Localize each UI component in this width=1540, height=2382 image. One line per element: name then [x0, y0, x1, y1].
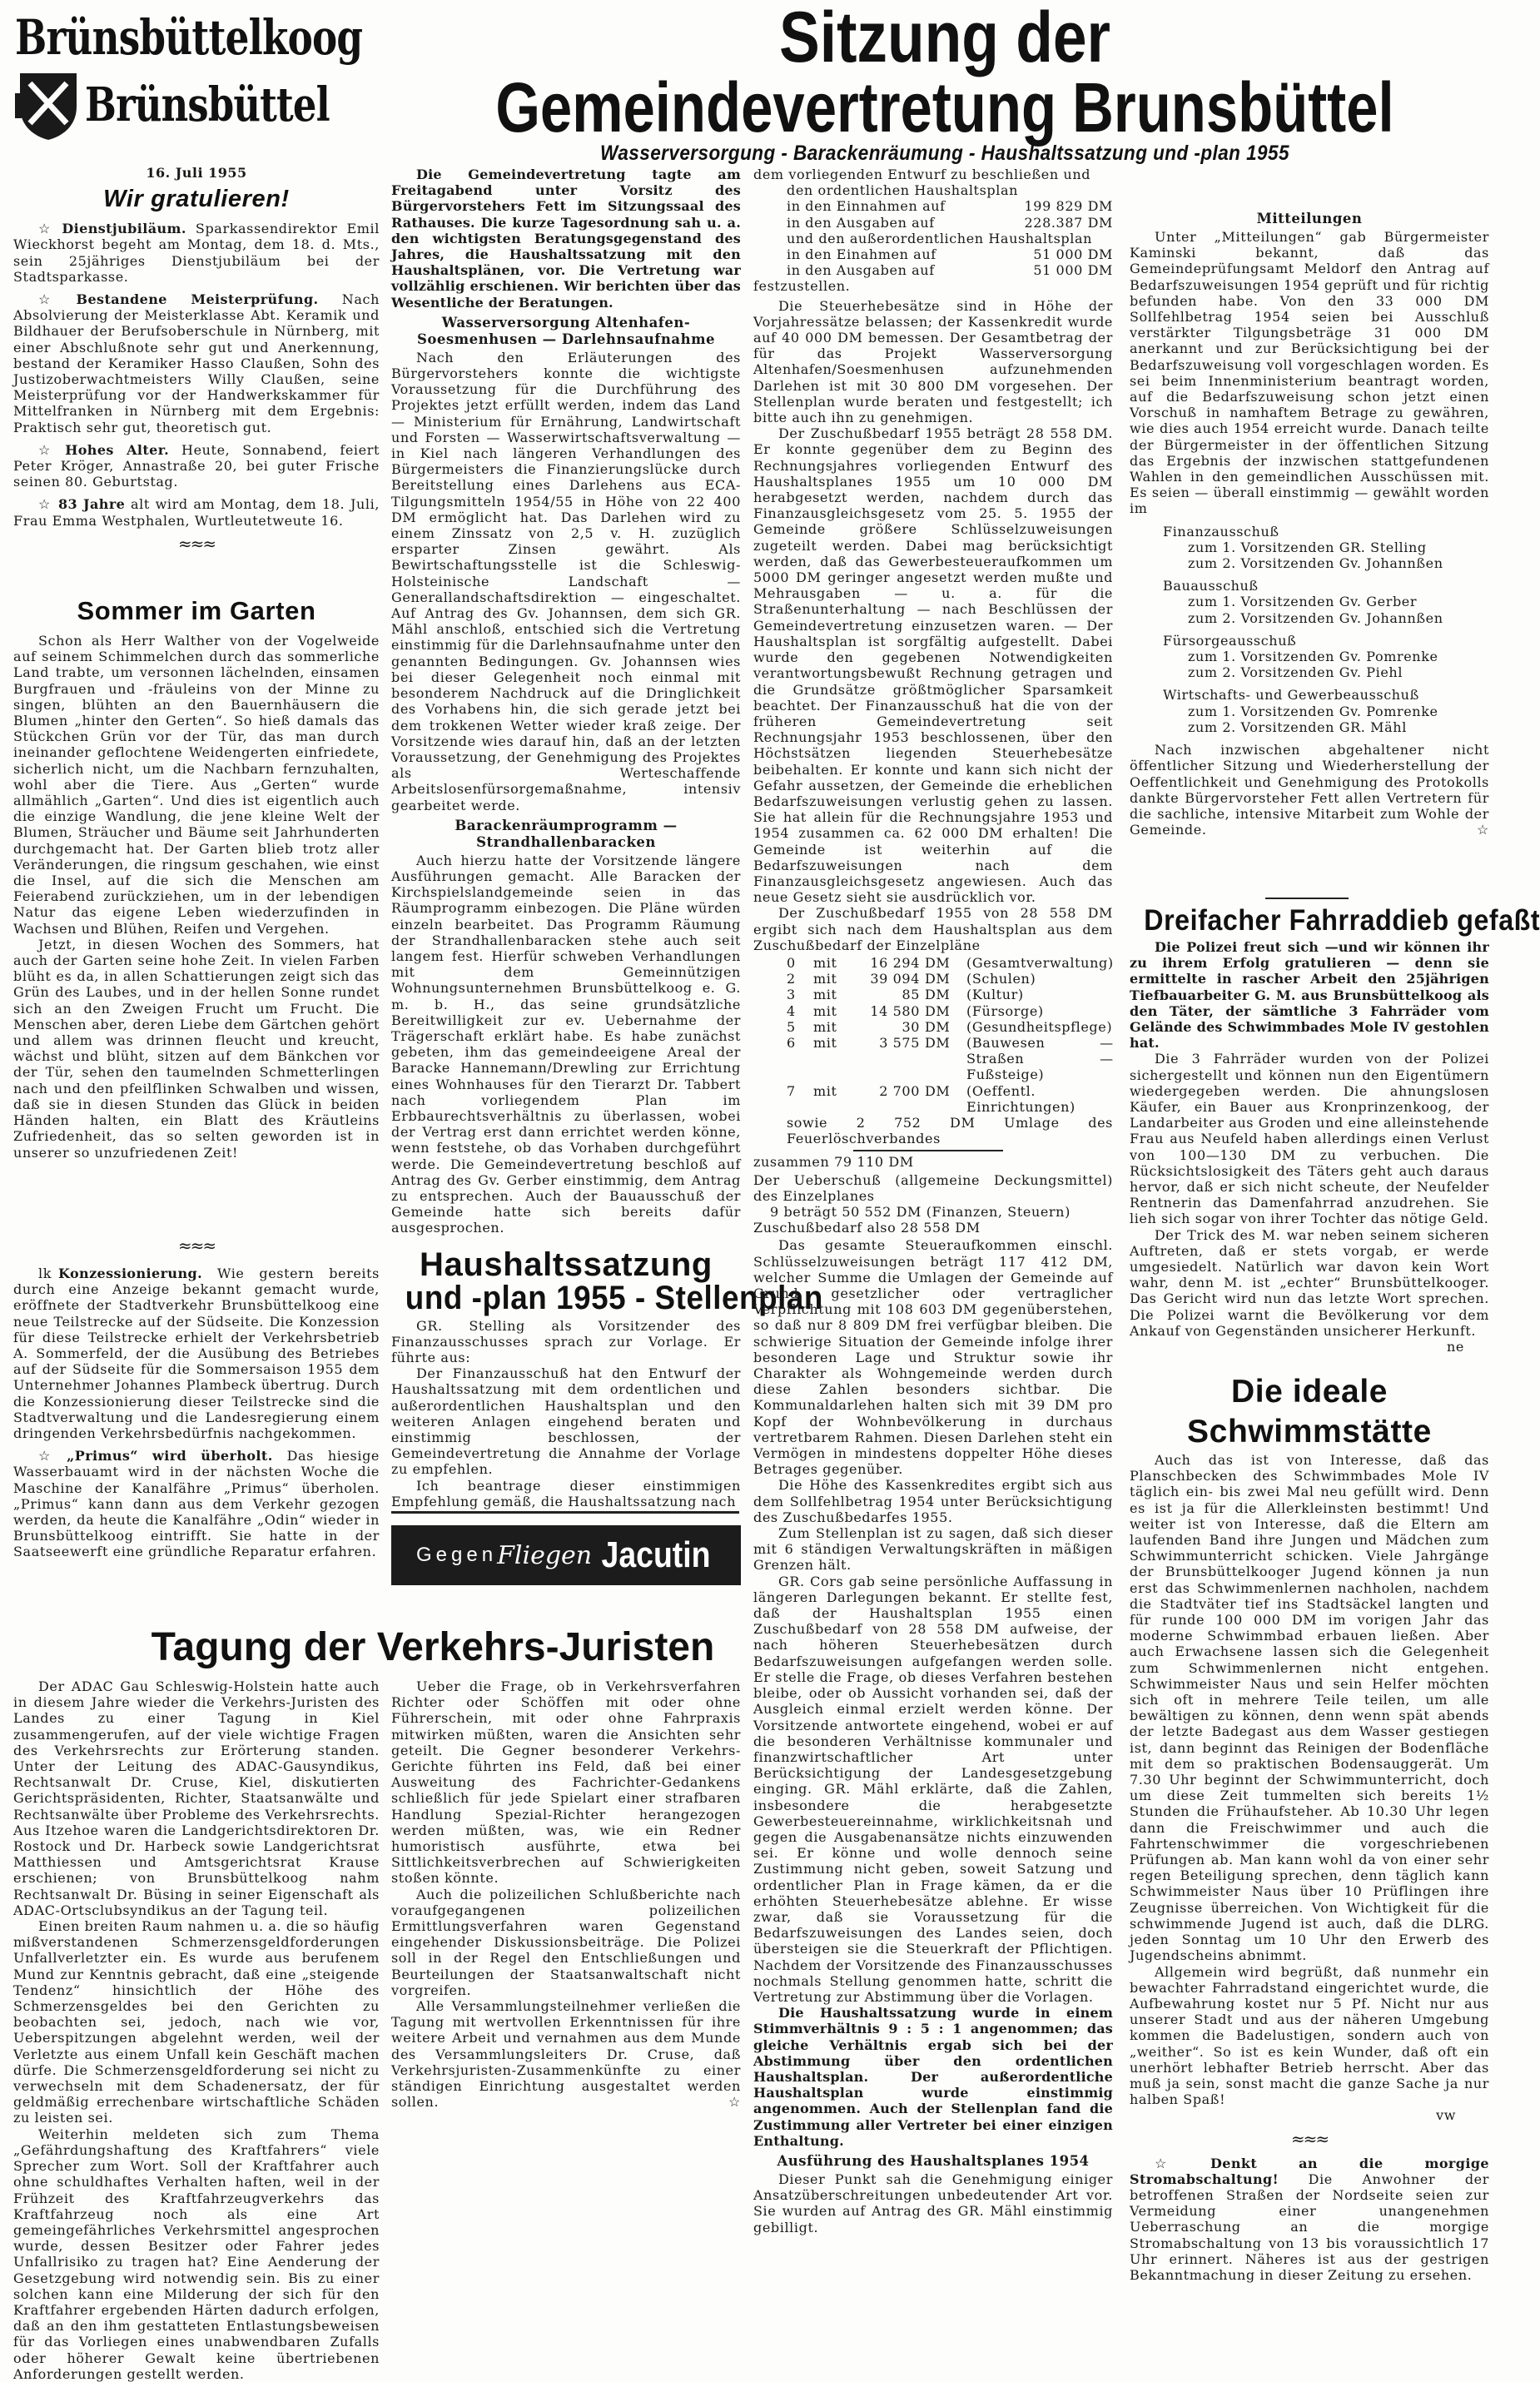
- einzelplan-mit: mit: [813, 1002, 837, 1019]
- committee-member: zum 1. Vorsitzenden Gv. Pomrenke: [1188, 703, 1438, 719]
- einzelplan-unit: DM: [925, 1002, 951, 1019]
- committee-name: Fürsorgeausschuß: [1163, 632, 1297, 649]
- paragraph: Weiterhin meldeten sich zum Thema „Gefährdungshaftung des Kraftfahrers“ viele Sprecher zum Wort. Soll der Kraftfahrer auch ohne schuldhaftes Verhalten haften, weil in der Frühzeit des Kraftfahrzeugverkehrs das Kraftfahrzeug noch als eine Art gemeingefährliches Verkehrsmittel angesprochen wurde, dessen Besitzer oder Fahrer jedes Unfallrisiko zu tragen hat? Eine Aenderung der Gesetzgebung wird notwendig sein. Bis zu einer solchen kann eine Milderung der sich für den Kraftfahrer ergebenden Härten dadurch erfolgen, daß an den ihm gestatteten Entlastungsbeweisen für das Vorliegen eines unabwendbaren Zufalls oder höherer Gewalt keine übertriebenen Anforderungen gestellt werden.: [13, 2126, 380, 2382]
- committee: [1130, 524, 1489, 572]
- schwimmstaette-title: Die ideale Schwimmstätte: [1187, 1374, 1432, 1450]
- tagung-col1: [13, 1678, 380, 2382]
- paragraph: Nach den Erläuterungen des Bürgervorstehers konnte die wichtigste Voraussetzung für die Durchführung des Projektes jetzt erfüllt werden, indem das Land — Ministerium für Ernährung, Landwirtschaft und Forsten — Wasserwirtschaftsverwaltung — in Kiel nach längeren Verhandlungen des Bürgermeisters die Finanzierungslücke durch Bereitstellung eines Darlehens aus ECA-Tilgungsmitteln 1954/55 in Höhe von 22 400 DM ermöglicht hat. Das Darlehen wird zu einem Zinssatz von 2,5 v. H. zuzüglich ersparter Zinsen gewährt. Als Bewirtschaftungsstelle ist die Schleswig-Holsteinische Landschaft — Generallandschaftsdirektion — eingeschaltet. Auf Antrag des Gv. Johannsen, dem sich GR. Mähl anschloß, entschied sich die Vertretung einstimmig für die Darlehnsaufnahme unter den genannten Bedingungen. Gv. Johannsen wies bei dieser Gelegenheit noch einmal mit besonderem Nachdruck auf die Dringlichkeit des Vorhabens hin, die sich gerade jetzt bei dem trokkenen Wetter wieder kraß zeige. Der Vorsitzende wies darauf hin, daß an der letzten Voraussetzung, der Genehmigung des Projektes als Werteschaffende Arbeitslosenfürsorgemaßnahme, intensiv gearbeitet werde.: [391, 349, 741, 813]
- section-heading: Wasserversorgung Altenhafen-Soesmenhusen — Darlehnsaufnahme: [416, 314, 716, 347]
- sum-rule: [853, 1150, 1003, 1151]
- einzelplan-nr: 7: [787, 1082, 796, 1099]
- paragraph: Die Steuerhebesätze sind in Höhe der Vorjahressätze belassen; der Kassenkredit wurde auf 40 000 DM bemessen. Der Gesamtbetrag der für das Projekt Wasserversorgung Altenhafen/Soesmenhusen aufzunehmenden Darlehen ist mit 30 800 DM vorgesehen. Der Stellenplan wurde beraten und festgestellt; ich bitte auch ihn zu genehmigen.: [753, 297, 1113, 426]
- news-item: ☆ „Primus“ wird überholt. Das hiesige Wasserbauamt wird in der nächsten Woche die Maschine der Kanalfähre „Primus“ überholen. „Primus“ kann dann aus dem Verkehr gezogen werden, da heute die Kanalfähre „Odin“ wieder in Brunsbüttelkoog eintrifft. Sie hatte in der Saatseewerft eine gründliche Reparatur erfahren.: [13, 1448, 380, 1560]
- article-intro: Die Gemeindevertretung tagte am Freitagabend unter Vorsitz des Bürgervorstehers Fett im Sitzungssaal des Rathauses. Die kurze Tagesordnung sah u. a. den wichtigsten Beratungsgegenstand des Jahres, die Haushaltssatzung mit den Haushaltsplänen, vor. Die Vertretung war vollzählig erschienen. Wir berichten über das Wesentliche der Beratungen.: [391, 167, 741, 311]
- einzelplan-mit: mit: [813, 1082, 837, 1099]
- sommer-article: [13, 593, 380, 1161]
- paragraph: Der Finanzausschuß hat den Entwurf der Haushaltssatzung mit dem ordentlichen und außerordentlichen Haushaltsplan und den weiteren Anlagen eingehend beraten und einstimmig beschlossen, der Gemeindevertretung die Annahme der Vorlage zu empfehlen.: [391, 1365, 741, 1478]
- schwimmstaette-article: [1130, 1372, 1489, 2283]
- committee-member: zum 1. Vorsitzenden Gv. Gerber: [1188, 594, 1418, 610]
- coat-of-arms-icon: [15, 68, 82, 142]
- section-heading: Ausführung des Haushaltsplanes 1954: [777, 2152, 1090, 2169]
- einzelplan-unit: DM: [925, 987, 951, 1003]
- star-icon: ☆: [728, 2094, 741, 2111]
- einzelplan-mit: mit: [813, 954, 837, 971]
- paragraph: Auch die polizeilichen Schlußberichte nach voraufgegangenen polizeilichen Ermittlungsverfahren waren Gegenstand eingehender Diskussionsbeiträge. Die Polizei soll in der Regel den Entschließungen und Beurteilungen der Staatsanwaltschaft nicht vorgreifen.: [391, 1886, 741, 1998]
- einzelplan-desc: (Bauwesen — Straßen — Fußsteige): [966, 1034, 1114, 1083]
- einzelplan-nr: 3: [787, 987, 796, 1003]
- paragraph: GR. Stelling als Vorsitzender des Finanzausschusses sprach zur Vorlage. Er führte aus:: [391, 1317, 741, 1365]
- paragraph: Jetzt, in diesen Wochen des Sommers, hat auch der Garten seine hohe Zeit. In vielen Farben blüht es da, in allen Schattierungen zeigt sich das Grün des Laubes, und in der hellen Sonne rundet sich an den Zweigen Frucht um Frucht. Die Menschen aber, deren Liebe dem Gärtchen gehört und allem was drinnen fleucht und kreucht, wächst und blüht, sitzen auf dem Bänkchen vor der Tür, sehen den taumelnden Schmetterlingen nach und den pfeilflinken Schwalben und wissen, daß sie in diesen Stunden das Glück in beiden Händen halten, ein Blatt des Kräutleins Zufriedenheit, das so selten geworden ist in unserer so unzufriedenen Zeit!: [13, 936, 380, 1161]
- star-icon: ☆: [38, 291, 70, 308]
- paragraph: Der Zuschußbedarf 1955 von 28 558 DM ergibt sich nach dem Haushaltsplan aus dem Zuschußbedarf der Einzelpläne: [753, 905, 1113, 953]
- tagung-col2: [391, 1678, 741, 2110]
- committee-member: zum 2. Vorsitzenden Gv. Johannßen: [1188, 609, 1443, 626]
- town-logo: [15, 10, 373, 142]
- einzelplan-desc: (Fürsorge): [966, 1002, 1044, 1019]
- einzelplan-amount: 2 700: [879, 1082, 920, 1099]
- committee: [1130, 687, 1489, 735]
- ad-script: Fliegen: [497, 1540, 593, 1570]
- news-item: ☆ Denkt an die morgige Stromabschaltung! Die Anwohner der betroffenen Straßen der Nordseite seien zur Vermeidung einer unangenehmen Ueberraschung an die morgige Stromabschaltung von 13 bis voraussichtlich 17 Uhr erinnert. Näheres ist aus der gestrigen Bekanntmachung in dieser Zeitung zu ersehen.: [1130, 2155, 1489, 2283]
- einzelplan-desc: (Kultur): [966, 987, 1024, 1003]
- paragraph: GR. Cors gab seine persönliche Auffassung in längeren Darlegungen bekannt. Er stellte fest, daß der Haushaltsplan 1955 einen Zuschußbedarf von 28 558 DM aufweise, der nach höheren Steuerhebesätzen durch Bedarfszuweisungen aufgefangen werden solle. Er stelle die Frage, ob dieses Verfahren bestehen bleibe, oder ob Aussicht vorhanden sei, daß der Ausgleich einmal erzielt werden könne. Der Vorsitzende antwortete eingehend, wobei er auf die besonderen Verhältnisse kommunaler und finanzwirtschaftlicher Art unter Berücksichtigung der Landesgesetzgebung einging. GR. Mähl erklärte, daß die Zahlen, insbesondere die herabgesetzte Gewerbesteuereinnahme, wirklichkeitsnah und gegen die Ausgabenansätze nichts einzuwenden sei. Er könne und wolle dennoch seine Zustimmung nicht geben, soweit Satzung und ordentlicher Plan in Frage kämen, da er die erhöhten Steuerhebesätze ablehne. Er wisse zwar, daß sie Voraussetzung für die Bedarfszuweisungen des Landes seien, doch übersteigen sie die Steuerkraft der Pflichtigen. Nachdem der Vorsitzende des Finanzausschusses nochmals Stellung genommen hatte, schritt die Vertretung zur Abstimmung über die Vorlagen.: [753, 1573, 1113, 2005]
- page-headline: [391, 0, 1498, 165]
- einzelplan-unit: DM: [925, 1034, 951, 1051]
- einzelplan-nr: 4: [787, 1002, 796, 1019]
- einzelplan-amount: 39 094: [870, 971, 920, 987]
- einzelplan-nr: 5: [787, 1018, 796, 1035]
- ad-prefix: Gegen: [416, 1544, 498, 1566]
- local-news: [13, 1237, 380, 1560]
- einzelplan-mit: mit: [813, 1034, 837, 1051]
- article-lead: Die Polizei freut sich —und wir können ihr zu ihrem Erfolg gratulieren — denn sie ermittelte in rascher Arbeit den 25jährigen Tiefbauarbeiter G. M. aus Brunsbüttelkoog als den Täter, der sämtliche 3 Fahrräder vom Gelände des Schwimmbades Mole IV gestohlen hat.: [1130, 939, 1489, 1052]
- section-divider: ≈≈≈: [1290, 2128, 1329, 2149]
- committee-member: zum 2. Vorsitzenden GR. Mähl: [1188, 719, 1407, 735]
- paragraph: Das gesamte Steueraufkommen einschl. Schlüsselzuweisungen beträgt 117 412 DM, welcher Summe die Umlagen der Gemeinde auf Grund gesetzlicher oder vertraglicher Verpflichtung mit 108 603 DM gegenüberstehen, so daß nur 8 809 DM frei verfügbar bleiben. Die schwierige Situation der Gemeinde infolge ihrer besonderen Lage und Struktur sowie ihr Charakter als Wohngemeinde werden durch diese Zahlen besonders sichtbar. Die Kommunaldarlehen halten sich mit 39 DM pro Kopf der Wohnbevölkerung in durchaus vertretbarem Rahmen. Diesen Darlehen steht ein Vermögen in mindestens doppelter Höhe dieses Betrages gegenüber.: [753, 1237, 1113, 1478]
- einzelplan-unit: DM: [925, 1082, 951, 1099]
- committee-member: zum 2. Vorsitzenden Gv. Johannßen: [1188, 555, 1443, 572]
- einzelplan-mit: mit: [813, 1018, 837, 1035]
- einzelplan-amount: 16 294: [870, 954, 920, 971]
- star-icon: ☆: [38, 221, 56, 237]
- committee-name: Wirtschafts- und Gewerbeausschuß: [1163, 687, 1419, 704]
- einzelplan-desc: (Schulen): [966, 971, 1036, 987]
- committee-list: [1130, 524, 1489, 735]
- author-initials: vw: [1436, 2107, 1456, 2124]
- paragraph: Nach inzwischen abgehaltener nicht öffentlicher Sitzung und Wiederherstellung der Oeffentlichkeit und Genehmigung des Protokolls dankte Bürgervorsteher Fett allen Vertretern für die sachliche, intensive Mitarbeit zum Wohle der Gemeinde. ☆: [1130, 742, 1489, 838]
- committee-name: Bauausschuß: [1163, 578, 1259, 594]
- committee-member: zum 2. Vorsitzenden Gv. Piehl: [1188, 664, 1403, 681]
- committee: [1130, 578, 1489, 626]
- einzelplan-desc: (Gesundheitspflege): [966, 1018, 1113, 1035]
- paragraph: Auch das ist von Interesse, daß das Planschbecken des Schwimmbades Mole IV täglich ein- bis zwei Mal neu gefüllt wird. Denn es ist ja für die Allerkleinsten bestimmt! Und weiter ist von Interesse, daß die Eltern am laufenden Band ihre Jungen und Mädchen zum Schwimmunterricht schicken. Viele Jahrgänge der Brunsbüttelkooger Jugend können ja nun erst das Schwimmenlernen nachholen, nachdem die Stadtväter tief ins Stadtsäckel langten und für runde 100 000 DM im vorigen Jahr das moderne Schwimmbad erbauen ließen. Aber auch Erwachsene lassen sich die Gelegenheit zum Schwimmenlernen nicht entgehen. Schwimmeister Naus und sein Helfer möchten sich oft in mehrere Teile teilen, um alle bewältigen zu können, denn wenn spät abends der letzte Badegast aus dem Wasser gestiegen ist, dann beginnt das Reinigen der Bodenfläche mit dem so praktischen Bodensauggerät. Um 7.30 Uhr beginnt der Schwimmunterricht, doch um diese Zeit tummelten sich bereits 1½ Stunden die Frühaufsteher. Ab 10.30 Uhr legen dann die Freischwimmer und auch die Fahrtenschwimmer die vorgeschriebenen Prüfungen ab. Man kann wohl da von einer sehr regen Beteiligung sprechen, denn täglich kann Schwimmeister Naus über 10 Prüflingen ihre Zeugnisse überreichen. Von Wichtigkeit für die schwimmende Jugend ist auch, daß die DLRG. jeden Sonntag um 10 Uhr den Erwerb des Jugendscheins abnimmt.: [1130, 1452, 1489, 1964]
- gratulieren-section: [13, 165, 380, 559]
- sitzung-article-col4: [1130, 206, 1489, 838]
- sitzung-article-col2: [391, 167, 823, 1509]
- sommer-title: Sommer im Garten: [77, 596, 316, 625]
- paragraph: Zum Stellenplan ist zu sagen, daß sich dieser mit 6 ständigen Verwaltungskräften in mäßigen Grenzen hält.: [753, 1525, 1113, 1574]
- paragraph: Dieser Punkt sah die Genehmigung einiger Ansatzüberschreitungen unbedeutender Art vor. Sie wurden auf Antrag des GR. Mähl einstimmig gebilligt.: [753, 2171, 1113, 2235]
- paragraph: Der Zuschußbedarf 1955 beträgt 28 558 DM. Er konnte gegenüber dem zu Beginn des Rechnungsjahres vorliegenden Entwurf des Haushaltsplanes 1955 um 10 000 DM herabgesetzt werden, nachdem durch das Finanzausgleichsgesetz vom 25. 5. 1955 der Gemeinde größere Schlüsselzuweisungen zugeteilt werden. Dabei mag berücksichtigt werden, daß das Gewerbesteueraufkommen um 5000 DM geringer angesetzt werden mußte und Mehrausgaben — u. a. für die Straßenunterhaltung — nach Beschlüssen der Gemeindevertretung einzusetzen waren. — Der Haushaltsplan ist sorgfältig aufgestellt. Dabei wurde den gegebenen Notwendigkeiten verantwortungsbewußt Rechnung getragen und die Grundsätze größtmöglicher Sparsamkeit beachtet. Der Finanzausschuß hat die von der früheren Gemeindevertretung seit Rechnungsjahr 1953 beschlossenen, über den Höchstsätzen liegenden Steuerhebesätze beibehalten. Er konnte und kann sich nicht der Gefahr aussetzen, der Gemeinde die erheblichen Bedarfszuweisungen verlustig gehen zu lassen. Sie hat allein für die Rechnungsjahre 1953 und 1954 zusammen ca. 62 000 DM erhalten! Die Gemeinde ist weiterhin auf die Bedarfszuweisungen nach dem Finanzausgleichsgesetz angewiesen. Auch das neue Gesetz sieht sie ausdrücklich vor.: [753, 425, 1113, 906]
- einzelplan-nr: 6: [787, 1034, 796, 1051]
- star-icon: ☆: [38, 441, 59, 458]
- logo-line-2: Brünsbüttel: [85, 77, 330, 132]
- einzelplan-amount: 30: [902, 1018, 920, 1035]
- gratulation-item: ☆ Bestandene Meisterprüfung. Nach Absolvierung der Meisterklasse Abt. Keramik und Bildhauer der Berufsoberschule in Nürnberg, mit einer Abschlußnote sehr gut und Anerkennung, bestand der Keramiker Hasso Claußen, Sohn des Justizoberwachtmeisters Willy Claußen, seine Meisterprüfung vor der Handwerkskammer für Mittelfranken in Nürnberg mit dem Ergebnis: Praktisch sehr gut, theoretisch gut.: [13, 291, 380, 435]
- gratulation-item: ☆ Hohes Alter. Heute, Sonnabend, feiert Peter Kröger, Annastraße 20, bei guter Frische seinen 80. Geburtstag.: [13, 441, 380, 490]
- einzelplan-nr: 0: [787, 954, 796, 971]
- einzelplan-desc: (Gesamtverwaltung): [966, 954, 1114, 971]
- section-heading: Mitteilungen: [1256, 211, 1363, 226]
- paragraph: Allgemein wird begrüßt, daß nunmehr ein bewachter Fahrradstand eingerichtet wurde, die Aufbewahrung kostet nur 5 Pf. Nicht nur aus unserer Stadt und aus der näheren Umgebung kommen die Badelustigen, sondern auch von „weither“. So ist es kein Wunder, daß oft ein unerhört lebhafter Betrieb herrscht. Aber das muß ja sein, sonst macht die ganze Sache ja nur halben Spaß!: [1130, 1963, 1489, 2108]
- einzelplan-amount: 85: [902, 987, 920, 1003]
- headline-line-2: Gemeindevertretung Brunsbüttel: [495, 68, 1394, 147]
- star-icon: ☆: [1477, 822, 1489, 838]
- einzelplan-amount: 14 580: [870, 1002, 920, 1019]
- gratulieren-title: Wir gratulieren!: [103, 186, 290, 213]
- paragraph: Ich beantrage dieser einstimmigen Empfehlung gemäß, die Haushaltssatzung nach: [391, 1477, 741, 1509]
- paragraph: Unter „Mitteilungen“ gab Bürgermeister Kaminski bekannt, daß das Gemeindeprüfungsamt Meldorf den Antrag auf Bedarfszuweisungen 1954 geprüft und für richtig befunden habe. Von den 33 000 DM Sollfehlbetrag 1954 seien bei Ausschluß verstärkter Tilgungsbeträge 31 000 DM anerkannt und zur Berücksichtigung bei der Bedarfszuweisung voll vorgeschlagen worden. Es sei beim Innenministerium beantragt worden, auf die Bedarfszuweisung schon jetzt einen Vorschuß in namhaftem Betrage zu gewähren, wie dies auch 1954 erreicht wurde. Danach teilte der Bürgermeister in der öffentlichen Sitzung das Ergebnis der inzwischen stattgefundenen Wahlen in den gemeindlichen Ausschüssen mit. Es seien — überall einstimmig — gewählt worden im: [1130, 229, 1489, 517]
- tagung-title: Tagung der Verkehrs-Juristen: [151, 1625, 715, 1669]
- einzelplan-desc: (Oeffentl. Einrichtungen): [966, 1082, 1076, 1115]
- gratulation-item: ☆ Dienstjubiläum. Sparkassendirektor Emil Wieckhorst begeht am Montag, dem 18. d. Mts., sein 25jähriges Dienstjubiläum bei der Stadtsparkasse.: [13, 221, 380, 285]
- paragraph: Die Haushaltssatzung wurde in einem Stimmverhältnis 9 : 5 : 1 angenommen; das gleiche Verhältnis ergab sich bei der Abstimmung über den ordentlichen Haushaltsplan. Der außerordentliche Haushaltsplan wurde einstimmig angenommen. Auch der Stellenplan fand die Zustimmung aller Vertreter bei einer einzigen Enthaltung.: [753, 2005, 1113, 2149]
- ad-brand: Jacutin: [601, 1534, 711, 1575]
- haushalt-heading: Haushaltssatzung und -plan 1955 - Stellenplan: [405, 1246, 823, 1316]
- paragraph: Schon als Herr Walther von der Vogelweide auf seinem Schimmelchen durch das sommerliche Land trabte, um versonnen lächelnden, einsamen Burgfrauen und -fräuleins von der Minne zu singen, blühten an den Bauernhäusern die Blumen „hinter den Gerten“. So hieß damals das Stückchen Grün vor der Tür, das man durch ineinander geflochtene Weidengerten einfriedete, sicherlich nicht, um die Nachbarn fernzuhalten, wohl aber die Tiere. Aus „Gerten“ wurde allmählich „Garten“. Und dies ist eigentlich auch die einzige Wandlung, die jene kleine Welt der Blumen, Sträucher und Bäume seit Jahrhunderten durchgemacht hat. Der Garten blieb trotz aller Veränderungen, die ringsum geschahen, wie einst die Insel, auf die sich die Menschen am Feierabend zurückziehen, um in der lebendigen Natur das eigene Leben wiederzufinden in Wachsen und Blühen, Reifen und Vergehen.: [13, 633, 380, 937]
- sitzung-article-col3: dem vorliegenden Entwurf zu beschließen und den ordentlichen Haushaltsplan in den Einnahmen auf 199 829 DM in den Ausgaben auf 228.387 DM und den außerordentlichen Haushaltsplan in den Einahmen auf 51 000 DM in den Ausgaben auf 51 000 DM festzustellen. Die Steuerhebesätze sind in Höhe der Vorjahressätze belassen; der Kassenkredit wurde auf 40 000 DM bemessen. Der Gesamtbetrag der für das Projekt Wasserversorgung Altenhafen/Soesmenhusen aufzunehmenden Darlehen ist mit 30 800 DM vorgesehen. Der Stellenplan wurde beraten und festgestellt; ich bitte auch ihn zu genehmigen. Der Zuschußbedarf 1955 beträgt 28 558 DM. Er konnte gegenüber dem zu Beginn des Rechnungsjahres vorliegenden Entwurf des Haushaltsplanes 1955 um 10 000 DM herabgesetzt werden, nachdem durch das Finanzausgleichsgesetz vom 25. 5. 1955 der Gemeinde größere Schlüsselzuweisungen zugeteilt werden. Dabei mag berücksichtigt werden, daß das Gewerbesteueraufkommen um 5000 DM geringer angesetzt werden mußte und Mehrausgaben — u. a. für die Straßenunterhaltung — nach Beschlüssen der Gemeindevertretung einzusetzen waren. — Der Haushaltsplan ist sorgfältig aufgestellt. Dabei wurde den gegebenen Notwendigkeiten verantwortungsbewußt Rechnung getragen und die Grundsätze größtmöglicher Sparsamkeit beachtet. Der Finanzausschuß hat die von der früheren Gemeindevertretung seit Rechnungsjahr 1953 beschlossenen, über den Höchstsätzen liegenden Steuerhebesätze beibehalten. Er konnte und kann sich nicht der Gefahr aussetzen, der Gemeinde die erheblichen Bedarfszuweisungen verlustig gehen zu lassen. Sie hat allein für die Rechnungsjahre 1953 und 1954 zusammen ca. 62 000 DM erhalten! Die Gemeinde ist weiterhin auf die Bedarfszuweisungen nach dem Finanzausgleichsgesetz angewiesen. Auch das neue Gesetz sieht sie ausdrücklich vor. Der Zuschußbedarf 1955 von 28 558 DM ergibt sich nach dem Haushaltsplan aus dem Zuschußbedarf der Einzelpläne 0 mit 16 294 DM (Gesamtverwaltung) 2 mit 39 094 DM (Schulen) 3 mit 85 DM (Kultur) 4 mit 14 580 DM (Fürsorge) 5 mit 30 DM (Gesundheitspflege) 6 mit 3 575 DM (Bauwesen — Straßen — Fußsteige) 7 mit 2 700 DM (Oeffentl. Einrichtungen) sowie 2 752 DM Umlage des Feuerlöschverbandes zusammen 79 110 DM Der Ueberschuß (allgemeine Deckungsmittel) des Einzelplanes 9 beträgt 50 552 DM (Finanzen, Steuern) Zuschußbedarf also 28 558 DM Das gesamte Steueraufkommen einschl. Schlüsselzuweisungen beträgt 117 412 DM, welcher Summe die Umlagen der Gemeinde auf Grund gesetzlicher oder vertraglicher Verpflichtung mit 108 603 DM gegenüberstehen, so daß nur 8 809 DM frei verfügbar bleiben. Die schwierige Situation der Gemeinde infolge ihrer besonderen Lage und Struktur sowie ihr Charakter als Wohngemeinde werden durch diese Zahlen besonders sichtbar. Die Kommunaldarlehen halten sich mit 39 DM pro Kopf der Wohnbevölkerung in durchaus vertretbarem Rahmen. Diesen Darlehen steht ein Vermögen in mindestens doppelter Höhe dieses Betrages gegenüber. Die Höhe des Kassenkredites ergibt sich aus dem Sollfehlbetrag 1954 unter Berücksichtigung des Zuschußbedarfes 1955. Zum Stellenplan ist zu sagen, daß sich dieser mit 6 ständigen Verwaltungskräften in mäßigen Grenzen hält. GR. Cors gab seine persönliche Auffassung in längeren Darlegungen bekannt. Er stellte fest, daß der Haushaltsplan 1955 einen Zuschußbedarf von 28 558 DM aufweise, der nach höheren Steuerhebesätzen durch Bedarfszuweisungen aufgefangen werden solle. Er stelle die Frage, ob dieses Verfahren bestehen bleibe, oder ob Aussicht vorhanden sei, daß der Ausgleich einmal erzielt werden könne. Der Vorsitzende antwortete eingehend, wobei er auf die besonderen Verhältnisse kommunaler und finanzwirtschaftlicher Art unter Berücksichtigung der Landesgesetzgebung einging. GR. Mähl erklärte, daß die Zahlen, insbesondere die herabgesetzte Gewerbesteuereinnahme, wirklichkeitsnah und gegen die Ausgabenansätze nichts einzuwenden sei. Er könne und wolle dennoch seine Zustimmung nicht geben, soweit Satzung und ordentlicher Plan in Frage kämen, da er die erhöhten Steuerhebesätze ablehne. Er wisse zwar, daß sie Voraussetzung für die Bedarfszuweisungen des Landes seien, doch übersteigen sie die Steuerkraft der Pflichtigen. Nachdem der Vorsitzende des Finanzausschusses nochmals Stellung genommen hatte, schritt die Vertretung zur Abstimmung über die Vorlagen. Die Haushaltssatzung wurde in einem Stimmverhältnis 9 : 5 : 1 angenommen; das gleiche Verhältnis ergab sich bei der Abstimmung über den ordentlichen Haushaltsplan. Der außerordentliche Haushaltsplan wurde einstimmig angenommen. Auch der Stellenplan fand die Zustimmung aller Vertreter bei einer einzigen Enthaltung. Ausführung des Haushaltsplanes 1954 Dieser Punkt sah die Genehmigung einiger Ansatzüberschreitungen unbedeutender Art vor. Sie wurden auf Antrag des GR. Mähl einstimmig gebilligt.: [753, 167, 1114, 2235]
- einzelplan-mit: mit: [813, 987, 837, 1003]
- author-initials: ne: [1447, 1339, 1464, 1355]
- news-item: lk Konzessionierung. Wie gestern bereits durch eine Anzeige bekannt gemacht wurde, eröffnete der Stadtverkehr Brunsbüttelkoog eine neue Teilstrecke auf der Südseite. Die Konzession für diese Teilstrecke erhielt der Verkehrsbetrieb A. Sommerfeld, der die Ausübung des Betriebes auf der Südseite für die Sommersaison 1955 dem Unternehmer Johannes Plambeck übertrug. Durch die Konzessionierung dieser Teilstrecke sind die Stadtverwaltung und die Landesregierung einem dringenden Verkehrsbedürfnis nachgekommen.: [13, 1266, 380, 1442]
- einzelplan-unit: DM: [925, 954, 951, 971]
- einzelplan-mit: mit: [813, 971, 837, 987]
- committee-member: zum 1. Vorsitzenden GR. Stelling: [1188, 539, 1427, 555]
- divider-rule: [1265, 898, 1349, 899]
- committee-name: Finanzausschuß: [1163, 523, 1279, 540]
- section-divider: ≈≈≈: [177, 1236, 216, 1256]
- paragraph: Auch hierzu hatte der Vorsitzende längere Ausführungen gemacht. Alle Baracken der Kirchspielslandgemeinde seien in das Räumprogramm einbezogen. Die Pläne würden einzeln bearbeitet. Das Programm Räumung der Strandhallenbaracken stehe auch seit langem fest. Hierfür schweben Verhandlungen mit dem Gemeinnützigen Wohnungsunternehmen Brunsbüttelkoog e. G. m. b. H., das seine grundsätzliche Bereitwilligkeit zur ev. Uebernahme der Trägerschaft erklärt habe. Es habe zunächst gebeten, ihm das gemeindeeigene Areal der Baracke Hannemann/Drewling zur Errichtung eines Wohnhauses für den Tierarzt Dr. Tabbert nach vorliegendem Plan im Erbbaurechtsverhältnis zu überlassen, wobei der Vertrag erst dann errichtet werden könne, wenn feststehe, ob das Vorhaben durchgeführt werde. Die Gemeindevertretung beschloß auf Antrag des Gv. Gerber einstimmig, dem Antrag zu entsprechen. Auch der Bauausschuß der Gemeinde hatte sich bereits dafür ausgesprochen.: [391, 852, 741, 1236]
- headline-line-1: Sitzung der: [779, 0, 1110, 77]
- issue-date: 16. Juli 1955: [146, 165, 247, 181]
- paragraph: dem vorliegenden Entwurf zu beschließen und: [753, 167, 1091, 182]
- budget-amounts: in den Einnahmen auf 199 829 DM in den Ausgaben auf 228.387 DM und den außerordentlichen Haushaltsplan in den Einahmen auf 51 000 DM in den Ausgaben auf 51 000 DM: [787, 198, 1113, 279]
- paragraph: Der ADAC Gau Schleswig-Holstein hatte auch in diesem Jahre wieder die Verkehrs-Juristen des Landes zu einer Tagung in Kiel zusammengerufen, auf der viele wichtige Fragen des Verkehrsrechts zur Erörterung standen. Unter der Leitung des ADAC-Gausyndikus, Rechtsanwalt Dr. Cruse, Kiel, diskutierten Gerichtspräsidenten, Richter, Staatsanwälte und Rechtsanwälte über Probleme des Verkehrsrechts. Aus Itzehoe waren die Landgerichtsdirektoren Dr. Rostock und Dr. Harbeck sowie Landgerichtsrat Matthiessen und Amtsgerichtsrat Krause erschienen; von Brunsbüttelkoog nahm Rechtsanwalt Dr. Büsing in seiner Eigenschaft als ADAC-Ortsclubsyndikus an der Tagung teil.: [13, 1678, 380, 1918]
- paragraph: Die 3 Fahrräder wurden von der Polizei sichergestellt und können nun den Eigentümern wiedergegeben werden. Die ahnungslosen Käufer, ein Bauer aus Kronprinzenkoog, der Landarbeiter aus Groden und eine alleinstehende Frau aus Neufeld haben allerdings einen Verlust von 100—130 DM zu verbuchen. Die Rücksichtslosigkeit des Täters geht auch daraus hervor, daß er sich nicht scheute, der Neufelder Rentnerin das Damenfahrrad anzudrehen. Sie lieh sich sogar von ihrer Tochter das nötige Geld.: [1130, 1051, 1489, 1227]
- section-heading: Barackenräumprogramm — Strandhallenbaracken: [455, 817, 678, 850]
- gratulation-item: ☆ 83 Jahre alt wird am Montag, dem 18. Juli, Frau Emma Westphalen, Wurtleutetweute 16.: [13, 496, 380, 529]
- einzelplan-unit: DM: [925, 971, 951, 987]
- logo-line-1: Brünsbüttelkoog: [15, 9, 363, 66]
- star-icon: ☆: [1155, 2155, 1204, 2171]
- einzelplaene-table: [753, 955, 1113, 1115]
- subheadline: Wasserversorgung - Barackenräumung - Haushaltssatzung und -plan 1955: [600, 142, 1289, 165]
- star-icon: ☆: [38, 496, 52, 513]
- paragraph: Einen breiten Raum nahmen u. a. die so häufig mißverstandenen Schmerzensgeldforderungen Unfallverletzter ein. Es wurde aus berufenem Mund zur Kenntnis gebracht, daß eine „steigende Tendenz“ hinsichtlich der Höhe des Schmerzensgeldes bei den Gerichten zu beobachten sei, jedoch, nach wie vor, Ueberspitzungen abgelehnt werden, weil der Verletzte aus einem Unfall kein Geschäft machen dürfe. Die Schmerzensgeldforderung sei nicht zu verwechseln mit dem Schadenersatz, der für geldmäßig errechenbare wirtschaftliche Schäden zu leisten sei.: [13, 1918, 380, 2126]
- section-divider: ≈≈≈: [177, 533, 216, 554]
- committee: [1130, 633, 1489, 681]
- paragraph: Alle Versammlungsteilnehmer verließen die Tagung mit wertvollen Erkenntnissen für ihre weitere Arbeit und vernahmen aus dem Munde des Versammlungsleiters Dr. Cruse, daß Verkehrsjuristen-Zusammenkünfte zu einer ständigen Einrichtung ausgestaltet werden sollen. ☆: [391, 1998, 741, 2111]
- committee-member: zum 1. Vorsitzenden Gv. Pomrenke: [1188, 649, 1438, 665]
- einzelplan-amount: 3 575: [879, 1034, 920, 1051]
- einzelplan-nr: 2: [787, 971, 796, 987]
- paragraph: Die Höhe des Kassenkredites ergibt sich aus dem Sollfehlbetrag 1954 unter Berücksichtigung des Zuschußbedarfes 1955.: [753, 1477, 1113, 1525]
- paragraph: Ueber die Frage, ob in Verkehrsverfahren Richter oder Schöffen mit oder ohne Führerschein, mit oder ohne Fahrpraxis mitwirken müßten, waren die Ansichten sehr geteilt. Die Gegner besonderer Verkehrs-Gerichte führten ins Feld, daß bei einer Ausweitung des Fachrichter-Gedankens schließlich für jede Spielart einer strafbaren Handlung Spezial-Richter herangezogen werden müßten, was, wie ein Redner humoristisch ausführte, etwa bei Sittlichkeitsverbrechen auf Schwierigkeiten stoßen könnte.: [391, 1678, 741, 1887]
- einzelplan-unit: DM: [925, 1018, 951, 1035]
- fahrraddieb-title: Dreifacher Fahrraddieb gefaßt: [1144, 904, 1540, 937]
- paragraph: Der Trick des M. war neben seinem sicheren Auftreten, daß er stets vorgab, er werde umgesiedelt. Natürlich war davon kein Wort wahr, denn M. ist „echter“ Brunsbüttelkooger. Das Gericht wird nun das letzte Wort sprechen. Die Polizei warnt die Bevölkerung vor dem Ankauf von Gegenständen unsicherer Herkunft. ne: [1130, 1226, 1489, 1355]
- star-icon: ☆: [38, 1448, 61, 1465]
- divider-rule: [391, 1511, 739, 1514]
- jacutin-advertisement: [391, 1525, 741, 1585]
- fahrraddieb-article: [1130, 903, 1540, 1355]
